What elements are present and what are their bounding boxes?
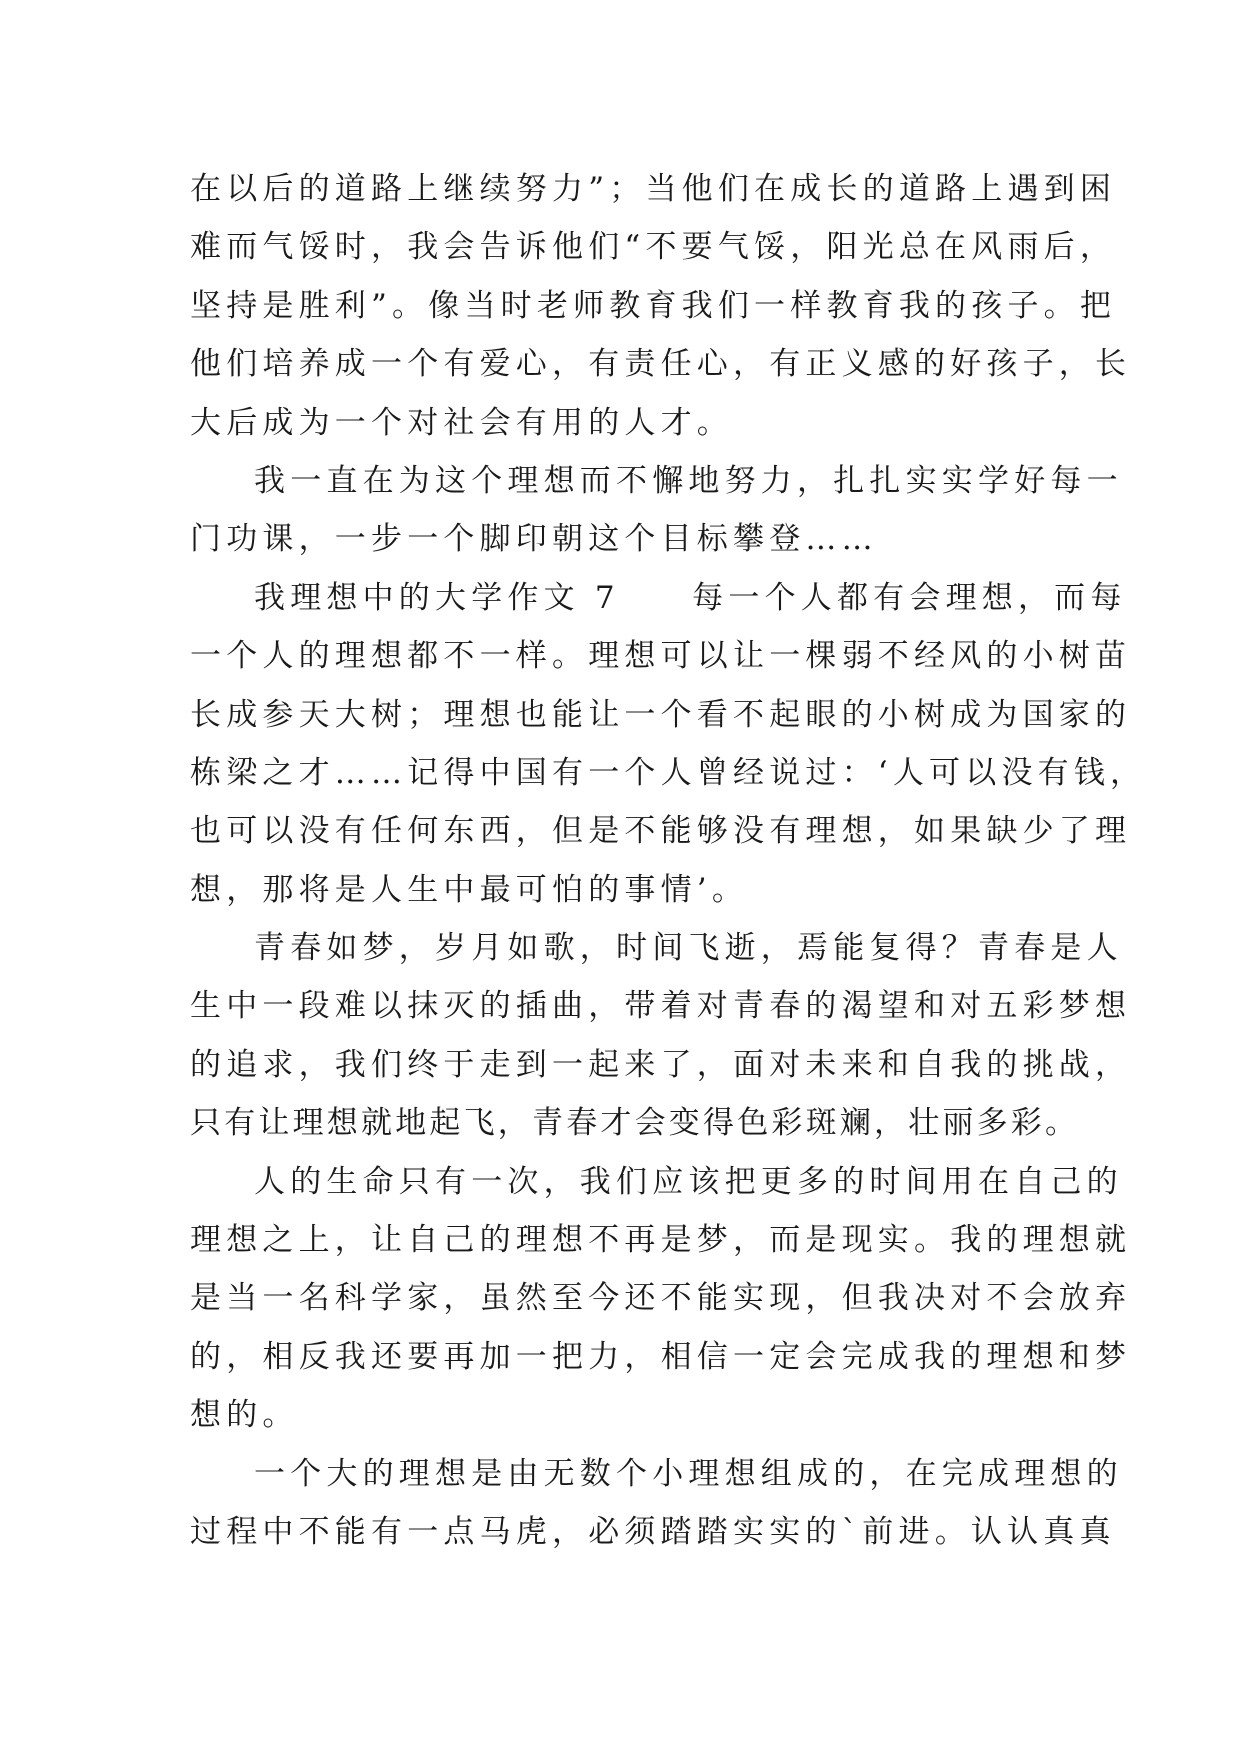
text-line: 的，相反我还要再加一把力，相信一定会完成我的理想和梦 (190, 1338, 1132, 1375)
text-line: 在以后的道路上继续努力”；当他们在成长的道路上遇到困 (190, 171, 1117, 207)
text-line: 难而气馁时，我会告诉他们“不要气馁，阳光总在风雨后， (190, 229, 1117, 266)
text-line: 想的。 (190, 1397, 299, 1434)
paragraph-first-line: 人的生命只有一次，我们应该把更多的时间用在自己的 (254, 1163, 1123, 1200)
text-line: 的追求，我们终于走到一起来了，面对未来和自我的挑战， (190, 1046, 1132, 1083)
text-line: 过程中不能有一点马虎，必须踏踏实实的`前进。认认真真 (190, 1513, 1116, 1550)
text-line: 他们培养成一个有爱心，有责任心，有正义感的好孩子，长 (190, 346, 1132, 383)
text-line: 想，那将是人生中最可怕的事情’。 (190, 871, 749, 908)
text-line: 门功课，一步一个脚印朝这个目标攀登…… (190, 521, 878, 558)
text-line: 栋梁之才……记得中国有一个人曾经说过：‘人可以没有钱， (190, 754, 1147, 791)
paragraph-first-line: 青春如梦，岁月如歌，时间飞逝，焉能复得？青春是人 (254, 930, 1123, 967)
paragraph-first-line: 我理想中的大学作文 7 每一个人都有会理想，而每 (254, 579, 1127, 616)
text-line: 生中一段难以抹灭的插曲，带着对青春的渴望和对五彩梦想 (190, 988, 1132, 1025)
text-line: 大后成为一个对社会有用的人才。 (190, 404, 733, 441)
text-line: 理想之上，让自己的理想不再是梦，而是现实。我的理想就 (190, 1222, 1132, 1259)
text-line: 也可以没有任何东西，但是不能够没有理想，如果缺少了理 (190, 813, 1132, 850)
text-line: 长成参天大树；理想也能让一个看不起眼的小树成为国家的 (190, 696, 1132, 733)
paragraph-first-line: 一个大的理想是由无数个小理想组成的，在完成理想的 (254, 1455, 1123, 1492)
text-line: 是当一名科学家，虽然至今还不能实现，但我决对不会放弃 (190, 1280, 1132, 1317)
text-line: 一个人的理想都不一样。理想可以让一棵弱不经风的小树苗 (190, 638, 1132, 675)
text-line: 坚持是胜利”。像当时老师教育我们一样教育我的孩子。把 (190, 287, 1117, 324)
text-line: 只有让理想就地起飞，青春才会变得色彩斑斓，壮丽多彩。 (190, 1105, 1080, 1142)
paragraph-first-line: 我一直在为这个理想而不懈地努力，扎扎实实学好每一 (254, 462, 1123, 499)
document-body (190, 160, 1147, 1561)
